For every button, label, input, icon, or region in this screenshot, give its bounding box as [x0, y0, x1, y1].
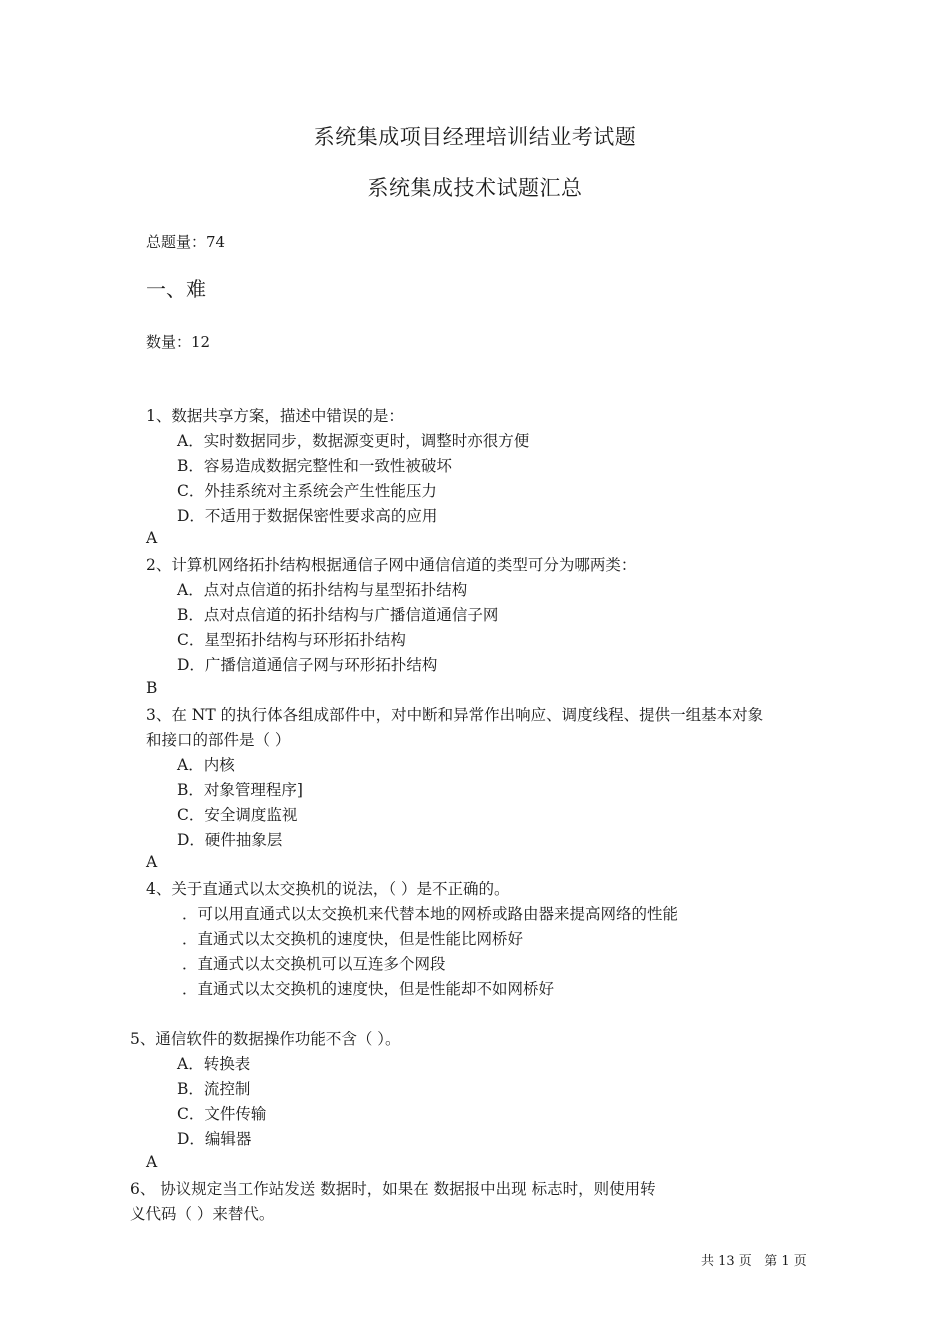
- option-c: C．文件传输: [177, 1105, 267, 1123]
- document-title: 系统集成项目经理培训结业考试题: [313, 125, 637, 149]
- option-d: D．不适用于数据保密性要求高的应用: [177, 507, 438, 525]
- total-questions: 总题量：74: [146, 233, 226, 251]
- question-stem: 2、计算机网络拓扑结构根据通信子网中通信信道的类型可分为哪两类：: [146, 556, 637, 574]
- option-3: ．直通式以太交换机可以互连多个网段: [182, 955, 446, 973]
- answer: B: [146, 679, 158, 697]
- option-d: D．编辑器: [177, 1130, 252, 1148]
- option-d: D．硬件抽象层: [177, 831, 283, 849]
- page-footer: [701, 1250, 807, 1269]
- option-2: ．直通式以太交换机的速度快，但是性能比网桥好: [182, 930, 524, 948]
- section-count: 数量：12: [146, 333, 211, 351]
- document-subtitle: 系统集成技术试题汇总: [367, 176, 583, 200]
- option-c: C．星型拓扑结构与环形拓扑结构: [177, 631, 406, 649]
- option-a: A．转换表: [177, 1055, 251, 1073]
- answer: A: [146, 1153, 158, 1171]
- option-a: A．实时数据同步，数据源变更时，调整时亦很方便: [177, 432, 530, 450]
- answer: A: [146, 853, 158, 871]
- question-stem-line-1: 3、在 NT 的执行体各组成部件中，对中断和异常作出响应、调度线程、提供一组基本对象: [146, 706, 764, 724]
- option-d: D．广播信道通信子网与环形拓扑结构: [177, 656, 438, 674]
- option-c: C．外挂系统对主系统会产生性能压力: [177, 482, 437, 500]
- option-4: ．直通式以太交换机的速度快，但是性能却不如网桥好: [182, 980, 555, 998]
- question-stem-line-2: 义代码（ ）来替代。: [130, 1205, 275, 1223]
- option-1: ．可以用直通式以太交换机来代替本地的网桥或路由器来提高网络的性能: [182, 905, 679, 923]
- question-stem: 4、关于直通式以太交换机的说法，（ ）是不正确的。: [146, 880, 510, 898]
- option-c: C．安全调度监视: [177, 806, 298, 824]
- question-stem-line-2: 和接口的部件是（ ）: [146, 731, 291, 749]
- section-heading: 一、难: [146, 277, 206, 301]
- total-pages: 共 13 页: [701, 1254, 752, 1269]
- question-stem: 5、通信软件的数据操作功能不含（ ）。: [130, 1030, 401, 1048]
- option-b: B．点对点信道的拓扑结构与广播信道通信子网: [177, 606, 499, 624]
- answer: A: [146, 529, 158, 547]
- option-b: B．流控制: [177, 1080, 251, 1098]
- option-a: A．点对点信道的拓扑结构与星型拓扑结构: [177, 581, 468, 599]
- current-page: 第 1 页: [764, 1254, 807, 1269]
- option-b: B．对象管理程序]: [177, 781, 303, 799]
- option-b: B．容易造成数据完整性和一致性被破坏: [177, 457, 452, 475]
- option-a: A．内核: [177, 756, 235, 774]
- question-stem: 1、数据共享方案，描述中错误的是：: [146, 407, 404, 425]
- question-stem-line-1: 6、 协议规定当工作站发送 数据时，如果在 数据报中出现 标志时，则使用转: [130, 1180, 656, 1198]
